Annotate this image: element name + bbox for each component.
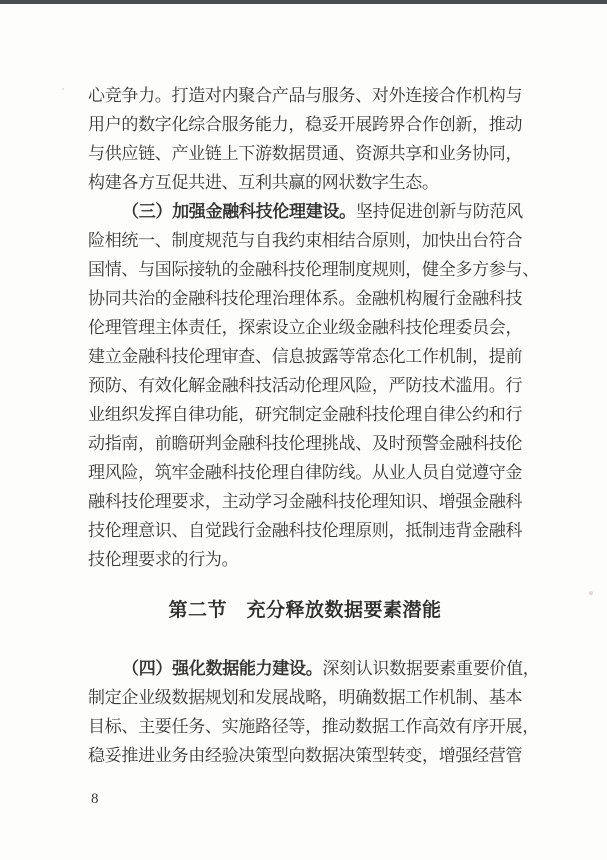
paragraph-lead-rest: 坚持促进创新与防范风 [355,202,523,221]
paragraph-lead: （三）加强金融科技伦理建设。 [122,202,356,221]
scan-top-edge [0,0,607,4]
paragraph [88,654,540,770]
paragraph [88,197,539,574]
section-heading: 第二节 充分释放数据要素潜能 [168,600,442,621]
paragraph-lead: （四）强化数据能力建设。 [122,659,323,678]
page-number: 8 [91,791,99,807]
text-line [88,654,540,683]
paragraph-lead-rest: 深刻认识数据要素重要价值， [322,659,540,678]
text-line: 动指南，前瞻研判金融科技伦理挑战、及时预警金融科技伦 [88,434,523,453]
text-line: 目标、主要任务、实施路径等，推动数据工作高效有序开展， [88,717,539,736]
text-line: 心竞争力。打造对内聚合产品与服务、对外连接合作机构与 [88,86,523,105]
text-line: 技伦理要求的行为。 [88,550,239,569]
text-block [88,81,540,770]
text-line: 构建各方互促共进、互利共赢的网状数字生态。 [88,173,439,192]
scan-speck [589,591,593,595]
text-line: 伦理管理主体责任，探索设立企业级金融科技伦理委员会， [88,318,523,337]
paragraph [88,81,522,197]
text-line: 预防、有效化解金融科技活动伦理风险，严防技术滥用。行 [88,376,523,395]
text-line: 稳妥推进业务由经验决策型向数据决策型转变，增强经营管 [88,746,523,765]
text-line: 用户的数字化综合服务能力，稳妥开展跨界合作创新，推动 [88,115,523,134]
text-line: 制定企业级数据规划和发展战略，明确数据工作机制、基本 [88,688,523,707]
text-line: 险相统一、制度规范与自我约束相结合原则，加快出台符合 [88,231,523,250]
text-line [88,197,522,226]
text-line: 建立金融科技伦理审查、信息披露等常态化工作机制，提前 [88,347,523,366]
text-line: 协同共治的金融科技伦理治理体系。金融机构履行金融科技 [88,289,523,308]
text-line: 与供应链、产业链上下游数据贯通、资源共享和业务协同， [88,144,523,163]
text-line: 国情、与国际接轨的金融科技伦理制度规则，健全多方参与、 [88,260,539,279]
text-line: 业组织发挥自律功能，研究制定金融科技伦理自律公约和行 [88,405,523,424]
text-line: 融科技伦理要求，主动学习金融科技伦理知识、增强金融科 [88,492,523,511]
text-line: 技伦理意识、自觉践行金融科技伦理原则，抵制违背金融科 [88,521,523,540]
scan-speck [62,88,64,90]
text-line: 理风险，筑牢金融科技伦理自律防线。从业人员自觉遵守金 [88,463,523,482]
